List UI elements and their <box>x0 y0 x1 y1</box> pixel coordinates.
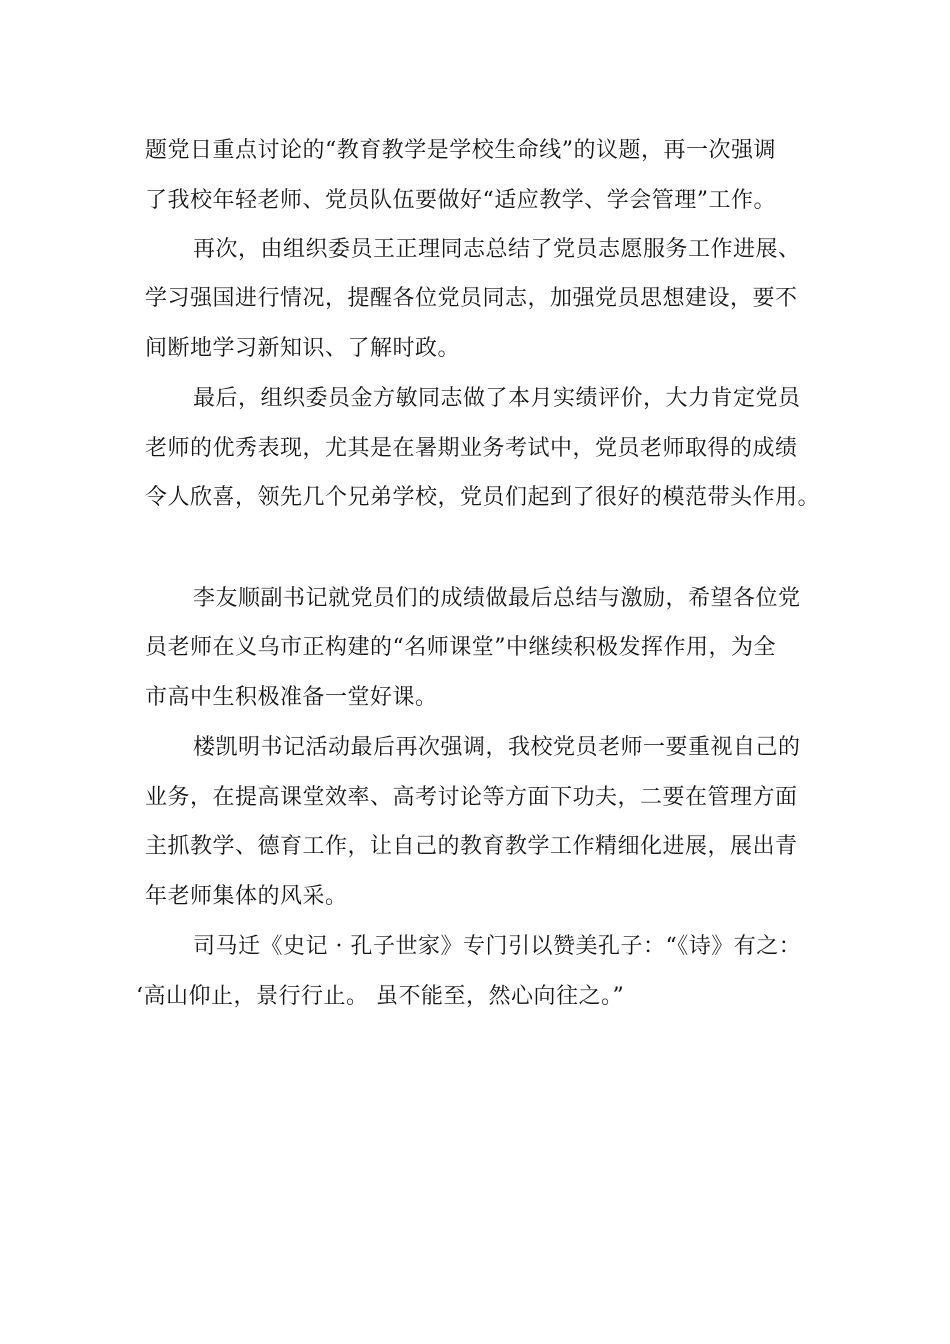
text-line-15: 年老师集体的风采。 <box>145 884 348 909</box>
text-line-17: ‘高山仰止，景行行止。 虽不能至，然心向往之。” <box>136 984 625 1009</box>
text-line-9: 李友顺副书记就党员们的成绩做最后总结与激励，希望各位党 <box>193 586 801 611</box>
text-line-1: 题党日重点讨论的“教育教学是学校生命线”的议题，再一次强调 <box>145 138 776 163</box>
text-line-11: 市高中生积极准备一堂好课。 <box>145 685 438 710</box>
text-line-14: 主抓教学、德育工作，让自己的教育教学工作精细化进展，展出青 <box>145 834 798 859</box>
text-line-4: 学习强国进行情况，提醒各位党员同志，加强党员思想建设，要不 <box>145 286 798 311</box>
text-line-6: 最后，组织委员金方敏同志做了本月实绩评价，大力肯定党员 <box>193 386 801 411</box>
text-line-10: 员老师在义乌市正构建的“名师课堂”中继续积极发挥作用，为全 <box>145 635 776 660</box>
text-line-5: 间断地学习新知识、了解时政。 <box>145 336 461 361</box>
text-line-13: 业务，在提高课堂效率、高考讨论等方面下功夫，二要在管理方面 <box>145 785 798 810</box>
text-line-8: 令人欣喜，领先几个兄弟学校，党员们起到了很好的模范带头作用。 <box>145 485 821 510</box>
text-line-12: 楼凯明书记活动最后再次强调，我校党员老师一要重视自己的 <box>193 735 801 760</box>
text-line-7: 老师的优秀表现，尤其是在暑期业务考试中，党员老师取得的成绩 <box>145 436 798 461</box>
text-line-2: 了我校年轻老师、党员队伍要做好“适应教学、学会管理”工作。 <box>145 188 776 213</box>
text-line-16: 司马迁《史记 · 孔子世家》专门引以赞美孔子：“《诗》有之： <box>193 934 802 959</box>
text-line-3: 再次，由组织委员王正理同志总结了党员志愿服务工作进展、 <box>193 237 801 262</box>
